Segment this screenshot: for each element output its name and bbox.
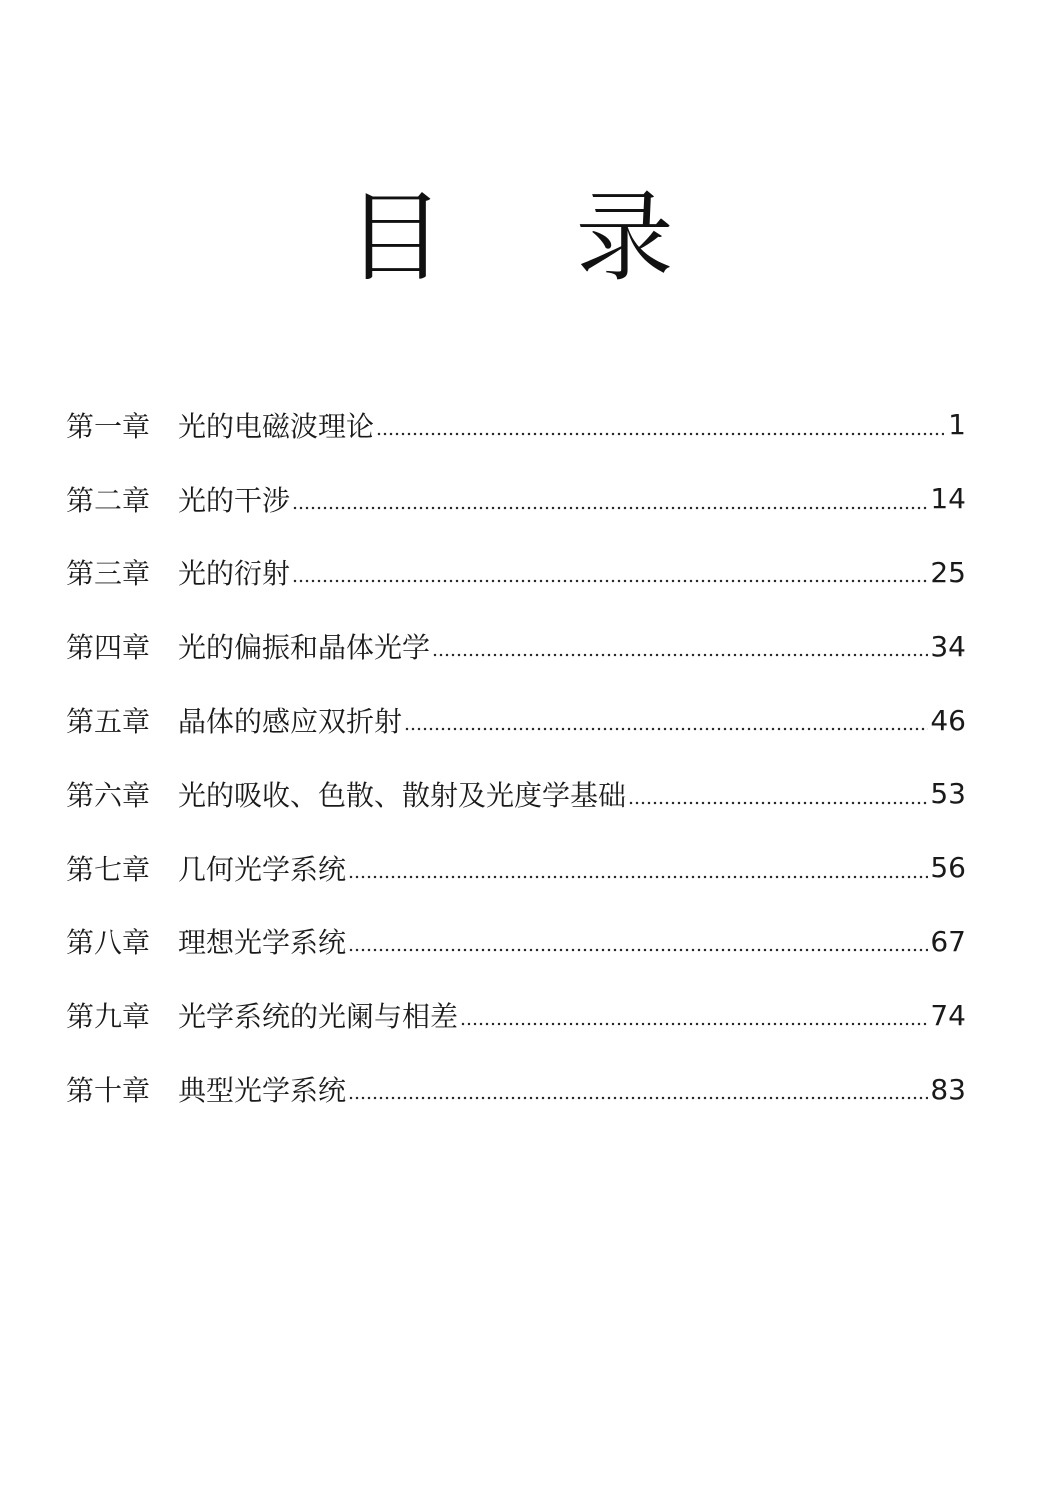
dot-leader bbox=[460, 1003, 928, 1027]
page-number: 74 bbox=[930, 998, 966, 1032]
dot-leader bbox=[404, 708, 928, 732]
chapter-number: 第四章 bbox=[66, 631, 151, 665]
page-number: 83 bbox=[930, 1072, 966, 1106]
dot-leader bbox=[292, 487, 928, 511]
dot-leader bbox=[432, 634, 928, 658]
page-number: 1 bbox=[948, 408, 966, 442]
toc-entry[interactable] bbox=[66, 536, 966, 610]
toc-entry[interactable] bbox=[66, 1052, 966, 1126]
page-number: 14 bbox=[930, 482, 966, 516]
chapter-title: 几何光学系统 bbox=[178, 852, 347, 886]
toc-entry[interactable] bbox=[66, 757, 966, 831]
dot-leader bbox=[628, 782, 928, 806]
chapter-title: 光学系统的光阑与相差 bbox=[178, 1000, 459, 1034]
page-number: 67 bbox=[930, 924, 966, 958]
chapter-number: 第十章 bbox=[66, 1074, 151, 1108]
chapter-title: 光的电磁波理论 bbox=[178, 409, 375, 443]
chapter-title: 光的衍射 bbox=[178, 557, 291, 591]
dot-leader bbox=[348, 856, 928, 880]
page-number: 56 bbox=[930, 851, 966, 885]
dot-leader bbox=[292, 560, 928, 584]
page-title: 目 录 bbox=[346, 181, 724, 295]
chapter-title: 光的干涉 bbox=[178, 483, 291, 517]
toc-entry[interactable] bbox=[66, 609, 966, 683]
page-number: 53 bbox=[930, 777, 966, 811]
chapter-title: 典型光学系统 bbox=[178, 1074, 347, 1108]
chapter-number: 第三章 bbox=[66, 557, 151, 591]
toc-entry[interactable] bbox=[66, 905, 966, 979]
dot-leader bbox=[348, 1077, 928, 1101]
toc-entry[interactable] bbox=[66, 462, 966, 536]
dot-leader bbox=[376, 413, 944, 437]
chapter-number: 第六章 bbox=[66, 778, 151, 812]
toc-entry[interactable] bbox=[66, 831, 966, 905]
toc-entry[interactable] bbox=[66, 683, 966, 757]
chapter-number: 第二章 bbox=[66, 483, 151, 517]
chapter-number: 第一章 bbox=[66, 409, 151, 443]
chapter-title: 晶体的感应双折射 bbox=[178, 705, 403, 739]
toc-entry[interactable] bbox=[66, 388, 966, 462]
page-number: 34 bbox=[930, 629, 966, 663]
page-number: 25 bbox=[930, 555, 966, 589]
chapter-title: 光的吸收、色散、散射及光度学基础 bbox=[178, 778, 627, 812]
chapter-title: 理想光学系统 bbox=[178, 926, 347, 960]
chapter-title: 光的偏振和晶体光学 bbox=[178, 631, 431, 665]
page-number: 46 bbox=[930, 703, 966, 737]
dot-leader bbox=[348, 929, 928, 953]
table-of-contents bbox=[66, 388, 966, 1126]
chapter-number: 第七章 bbox=[66, 852, 151, 886]
toc-entry[interactable] bbox=[66, 978, 966, 1052]
chapter-number: 第八章 bbox=[66, 926, 151, 960]
chapter-number: 第五章 bbox=[66, 705, 151, 739]
chapter-number: 第九章 bbox=[66, 1000, 151, 1034]
